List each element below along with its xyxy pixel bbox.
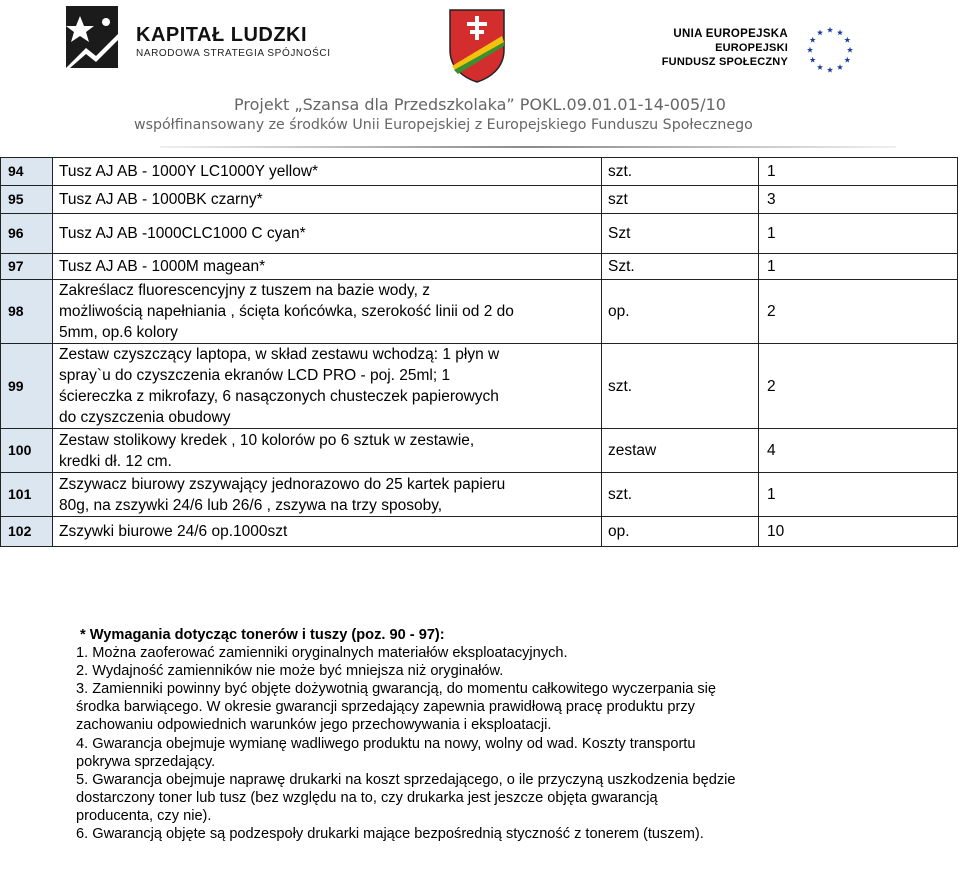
item-description	[53, 429, 602, 473]
item-unit: Szt.	[602, 254, 759, 280]
notes-line: 1. Można zaoferować zamienniki oryginalnych materiałów eksploatacyjnych.	[76, 645, 568, 662]
item-description-line: Tusz AJ AB - 1000BK czarny*	[59, 191, 263, 208]
eu-star-icon	[827, 67, 833, 73]
eu-star-icon	[817, 29, 823, 35]
eu-line1: UNIA EUROPEJSKA	[673, 28, 788, 40]
eu-star-icon	[844, 37, 850, 43]
table-row	[1, 429, 958, 473]
item-description	[53, 473, 602, 517]
item-quantity: 2	[759, 344, 958, 429]
item-unit: szt	[602, 186, 759, 214]
item-quantity: 1	[759, 473, 958, 517]
row-number: 100	[1, 429, 53, 473]
notes-line: pokrywa sprzedający.	[76, 753, 216, 770]
row-number: 94	[1, 158, 53, 186]
coat-of-arms-icon	[446, 6, 508, 84]
eu-star-icon	[810, 37, 816, 43]
item-quantity: 1	[759, 158, 958, 186]
eu-stars-icon	[800, 22, 860, 78]
kapital-ludzki-badge-icon	[62, 4, 120, 70]
eu-star-icon	[837, 64, 843, 70]
item-unit: szt.	[602, 473, 759, 517]
item-description	[53, 158, 602, 186]
item-description-line: spray`u do czyszczenia ekranów LCD PRO - poj. 25ml; 1	[59, 367, 451, 384]
item-description-line: Zestaw czyszczący laptopa, w skład zestawu wchodzą: 1 płyn w	[59, 346, 500, 363]
item-unit: op.	[602, 280, 759, 344]
kl-title: KAPITAŁ LUDZKI	[136, 24, 308, 46]
eu-star-icon	[827, 27, 833, 33]
table-row	[1, 344, 958, 429]
eu-star-icon	[847, 47, 853, 53]
notes-line: środka barwiącego. W okresie gwarancji sprzedający zapewnia prawidłową pracę produktu przy	[76, 699, 695, 716]
item-description-line: Zszywki biurowe 24/6 op.1000szt	[59, 523, 288, 540]
notes-line: 6. Gwarancją objęte są podzespoły drukarki mające bezpośrednią styczność z tonerem (tuszem).	[76, 826, 704, 843]
item-description-line: 80g, na zszywki 24/6 lub 26/6 , zszywa na trzy sposoby,	[59, 496, 443, 514]
item-description-line: kredki dł. 12 cm.	[59, 452, 172, 470]
eu-star-icon	[837, 29, 843, 35]
item-quantity: 10	[759, 517, 958, 547]
item-unit: Szt	[602, 214, 759, 254]
item-description-line: Zszywacz biurowy zszywający jednorazowo do 25 kartek papieru	[59, 475, 506, 493]
notes-line: 2. Wydajność zamienników nie może być mniejsza niż oryginałów.	[76, 663, 504, 680]
item-description	[53, 214, 602, 254]
eu-star-icon	[810, 57, 816, 63]
item-description	[53, 344, 602, 429]
item-description-line: do czyszczenia obudowy	[59, 409, 231, 426]
notes-lines	[76, 644, 936, 843]
row-number: 102	[1, 517, 53, 547]
notes-line: 4. Gwarancja obejmuje wymianę wadliwego produktu na nowy, wolny od wad. Koszty transportu	[76, 735, 696, 752]
notes-line: producenta, czy nie).	[76, 807, 212, 824]
table-row	[1, 214, 958, 254]
item-quantity: 2	[759, 280, 958, 344]
row-number: 95	[1, 186, 53, 214]
item-description-line: możliwością napełniania , ścięta końcówka, szerokość linii od 2 do	[59, 303, 514, 320]
table-row	[1, 473, 958, 517]
header-divider	[160, 146, 896, 148]
table-row	[1, 280, 958, 344]
eu-star-icon	[817, 64, 823, 70]
table-row	[1, 186, 958, 214]
eu-line2: EUROPEJSKI	[715, 42, 788, 54]
item-unit: szt.	[602, 344, 759, 429]
item-unit: zestaw	[602, 429, 759, 473]
page-header	[0, 0, 960, 160]
item-description-line: Tusz AJ AB - 1000M magean*	[59, 258, 266, 275]
items-table-body	[1, 158, 958, 547]
item-description	[53, 254, 602, 280]
table-row	[1, 517, 958, 547]
row-number: 98	[1, 280, 53, 344]
row-number: 97	[1, 254, 53, 280]
item-unit: op.	[602, 517, 759, 547]
kl-subtitle: NARODOWA STRATEGIA SPÓJNOŚCI	[136, 48, 331, 59]
row-number: 101	[1, 473, 53, 517]
eu-logo	[662, 22, 902, 82]
item-description-line: ściereczka z mikrofazy, 6 nasączonych chusteczek papierowych	[59, 388, 499, 405]
item-description	[53, 280, 602, 344]
items-table	[0, 157, 958, 547]
item-description-line: Zestaw stolikowy kredek , 10 kolorów po 6 sztuk w zestawie,	[59, 431, 475, 449]
item-description-line: Zakreślacz fluorescencyjny z tuszem na bazie wody, z	[59, 282, 431, 299]
project-title: Projekt „Szansa dla Przedszkolaka” POKL.09.01.01-14-005/10	[234, 95, 726, 114]
item-unit: szt.	[602, 158, 759, 186]
project-cofinancing: współfinansowany ze środków Unii Europejskiej z Europejskiego Funduszu Społecznego	[134, 117, 753, 133]
item-description	[53, 186, 602, 214]
item-quantity: 3	[759, 186, 958, 214]
notes-line: zachowaniu odpowiednich warunków jego przechowywania i eksploatacji.	[76, 717, 552, 734]
notes-line: 3. Zamienniki powinny być objęte dożywotnią gwarancją, do momentu całkowitego wyczerpania się	[76, 681, 717, 698]
item-description-line: Tusz AJ AB -1000CLC1000 C cyan*	[59, 225, 306, 242]
notes-heading: * Wymagania dotycząc tonerów i tuszy (poz. 90 - 97):	[80, 627, 445, 643]
notes-line: 5. Gwarancja obejmuje naprawę drukarki na koszt sprzedającego, o ile przyczyną uszkodzenia będzie	[76, 771, 736, 788]
row-number: 99	[1, 344, 53, 429]
eu-text	[662, 28, 788, 68]
item-description-line: 5mm, op.6 kolory	[59, 324, 178, 341]
item-quantity: 4	[759, 429, 958, 473]
eu-star-icon	[807, 47, 813, 53]
row-number: 96	[1, 214, 53, 254]
eu-line3: FUNDUSZ SPOŁECZNY	[661, 56, 788, 68]
item-quantity: 1	[759, 214, 958, 254]
item-description	[53, 517, 602, 547]
eu-star-icon	[844, 57, 850, 63]
item-description-line: Tusz AJ AB - 1000Y LC1000Y yellow*	[59, 163, 319, 180]
item-quantity: 1	[759, 254, 958, 280]
requirements-notes	[76, 626, 936, 843]
table-row	[1, 254, 958, 280]
table-row	[1, 158, 958, 186]
notes-line: dostarczony toner lub tusz (bez względu na to, czy drukarka jest jeszcze objęta gwarancją	[76, 789, 658, 806]
kapital-ludzki-logo	[62, 4, 331, 74]
